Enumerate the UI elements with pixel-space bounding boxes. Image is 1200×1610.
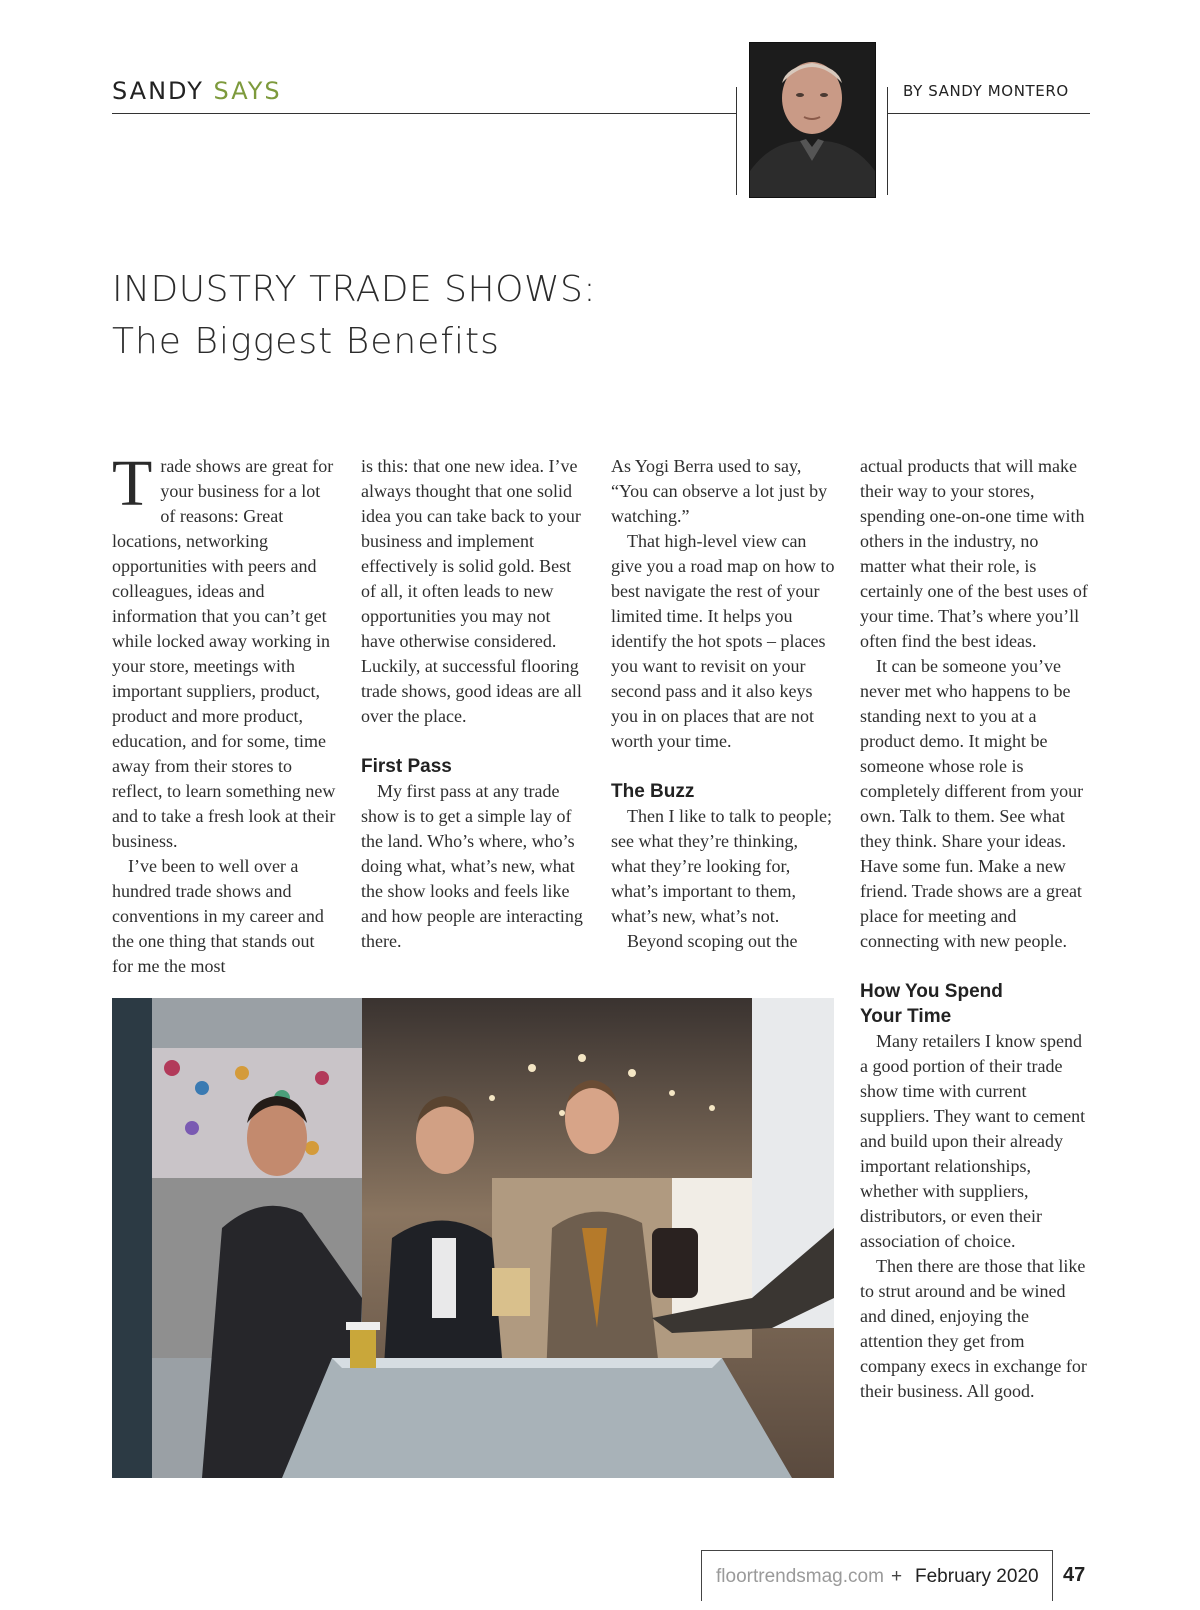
kicker-sandy: SANDY bbox=[112, 77, 204, 105]
paragraph: My first pass at any trade show is to get a simple lay of the land. Who’s where, who’s doing what, what’s new, what the show looks and feels like and how people are interacting there. bbox=[361, 781, 583, 951]
subheading-the-buzz: The Buzz bbox=[611, 781, 695, 802]
footer-website: floortrendsmag.com bbox=[716, 1566, 884, 1587]
page-number: 47 bbox=[1063, 1564, 1086, 1586]
paragraph: rade shows are great for your business for a lot of reasons: Great locations, networking opportunities with peers and colleagues, ideas and information that you can’t get while locked away working in your store, meetings with important suppliers, product, product and more product, education, and for some, time away from their stores to reflect, to learn something new and to take a fresh look at their business. bbox=[112, 456, 336, 851]
paragraph: is this: that one new idea. I’ve always thought that one solid idea you can take back to your business and implement effectively is solid gold. Best of all, it often leads to new opportunities you may not have otherwise considered. Luckily, at successful flooring trade shows, good ideas are all over the place. bbox=[361, 456, 582, 726]
column-kicker bbox=[112, 77, 282, 105]
headline-line-1: INDUSTRY TRADE SHOWS: bbox=[112, 269, 597, 310]
article-column-3 bbox=[611, 454, 836, 954]
paragraph: I’ve been to well over a hundred trade shows and conventions in my career and the one thing that stands out for me the most bbox=[112, 856, 324, 976]
paragraph: Beyond scoping out the bbox=[627, 931, 798, 951]
article-headline bbox=[112, 264, 596, 368]
paragraph: Then I like to talk to people; see what they’re thinking, what they’re looking for, what’s important to them, what’s new, what’s not. bbox=[611, 806, 832, 926]
headline-line-2: The Biggest Benefits bbox=[112, 321, 500, 362]
header-rule-right bbox=[887, 113, 1090, 114]
paragraph: That high-level view can give you a road map on how to best navigate the rest of your limited time. It helps you identify the hot spots – places you want to revisit on your second pass and it also keys you in on places that are not worth your time. bbox=[611, 531, 835, 751]
header-divider-left bbox=[736, 87, 737, 195]
kicker-says: SAYS bbox=[213, 77, 282, 105]
paragraph: actual products that will make their way to your stores, spending one-on-one time with others in the industry, no matter what their role, is certainly one of the best uses of your time. That’s where you’ll often find the best ideas. bbox=[860, 456, 1088, 651]
header-divider-right bbox=[887, 87, 888, 195]
subheading-first-pass: First Pass bbox=[361, 756, 452, 777]
paragraph: Then there are those that like to strut around and be wined and dined, enjoying the attention they get from company execs in exchange for their business. All good. bbox=[860, 1256, 1087, 1401]
byline: BY SANDY MONTERO bbox=[903, 82, 1069, 100]
footer-separator: + bbox=[891, 1566, 903, 1587]
article-column-1 bbox=[112, 447, 337, 979]
article-column-2 bbox=[361, 454, 586, 954]
drop-cap: T bbox=[112, 447, 153, 520]
article-column-4 bbox=[860, 454, 1088, 1404]
author-headshot bbox=[749, 42, 876, 198]
footer-issue-date: February 2020 bbox=[915, 1566, 1039, 1587]
paragraph: As Yogi Berra used to say, “You can observe a lot just by watching.” bbox=[611, 456, 828, 526]
subheading-how-you-spend-your-time: How You Spend Your Time bbox=[860, 981, 1003, 1027]
header-rule-left bbox=[112, 113, 737, 114]
paragraph: It can be someone you’ve never met who happens to be standing next to you at a product demo. It might be someone whose role is completely different from your own. Talk to them. See what they think. Share your ideas. Have some fun. Make a new friend. Trade shows are a great place for meeting and connecting with new people. bbox=[860, 656, 1084, 951]
trade-show-photo bbox=[112, 998, 834, 1478]
paragraph: Many retailers I know spend a good portion of their trade show time with current suppliers. They want to cement and build upon their already important relationships, whether with suppliers, distributors, or even their association of choice. bbox=[860, 1031, 1086, 1251]
